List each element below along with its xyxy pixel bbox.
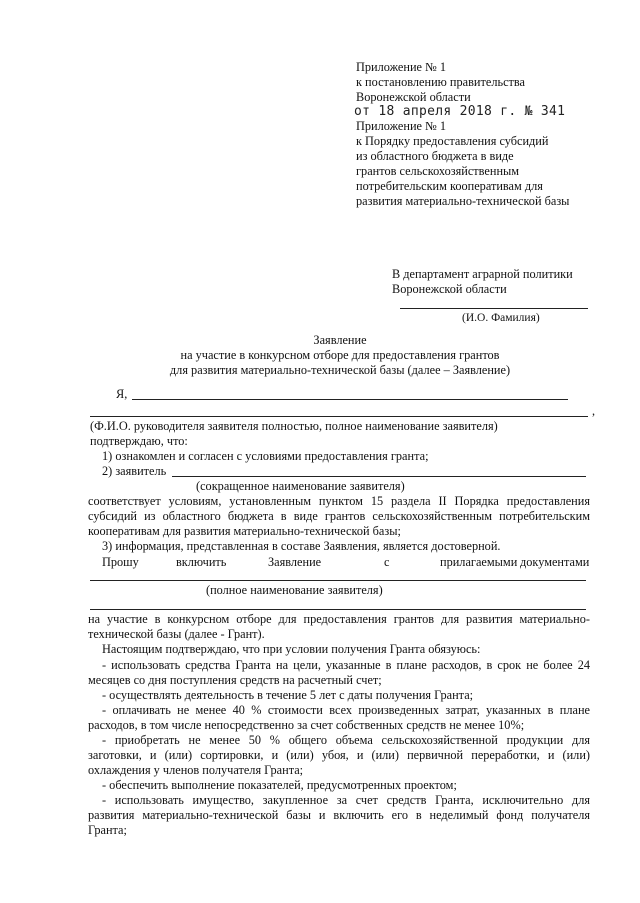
full-name-hint: (полное наименование заявителя) (206, 583, 383, 597)
ask-word-4: с (384, 555, 390, 569)
bullet-6-line-2: развития материально-технической базы и включить его в неделимый фонд получателя (88, 808, 590, 822)
fio-hint: (Ф.И.О. руководителя заявителя полностью, полное наименование заявителя) (90, 419, 498, 433)
fio-line-1 (132, 399, 568, 400)
bullet-2: - осуществлять деятельность в течение 5 лет с даты получения Гранта; (102, 688, 474, 702)
bullet-6-line-1: - использовать имущество, закупленное за счет средств Гранта, исключительно для (102, 793, 590, 807)
short-name-line (172, 476, 586, 477)
corr-line-2: субсидий из областного бюджета в виде грантов сельскохозяйственным потребительским (88, 509, 590, 523)
bullet-4-line-1: - приобретать не менее 50 % общего объема сельскохозяйственной продукции для (102, 733, 590, 747)
corr-line-1: соответствует условиям, установленным пунктом 15 раздела II Порядка предоставления (88, 494, 590, 508)
short-name-hint: (сокращенное наименование заявителя) (196, 479, 405, 493)
order-line-1: к Порядку предоставления субсидий (356, 134, 549, 148)
bullet-4-line-2: заготовки, и (или) сортировки, и (или) убоя, и (или) первичной переработки, и (или) (88, 748, 590, 762)
ya-label: Я, (116, 387, 128, 401)
ask-word-1: Прошу (102, 555, 139, 569)
title-line-3: для развития материально-технической базы (далее – Заявление) (169, 363, 511, 377)
full-name-line-1 (90, 580, 586, 581)
addressee-line-1: В департамент аграрной политики (392, 267, 573, 281)
title-line-2: на участие в конкурсном отборе для предоставления грантов (180, 348, 500, 362)
addressee-name-hint: (И.О. Фамилия) (462, 312, 540, 324)
order-line-2: из областного бюджета в виде (356, 149, 514, 163)
full-name-line-2 (90, 609, 586, 610)
addressee-line-2: Воронежской области (392, 282, 507, 296)
bullet-3-line-1: - оплачивать не менее 40 % стоимости всех произведенных затрат, указанных в плане (102, 703, 590, 717)
participation-line-1: на участие в конкурсном отборе для предоставления грантов для развития материально- (88, 612, 590, 626)
item-2-label: 2) заявитель (102, 464, 167, 478)
appendix-label: Приложение № 1 (356, 60, 447, 74)
title-line-1: Заявление (313, 333, 367, 347)
confirm-text: подтверждаю, что: (90, 434, 188, 448)
bullet-1-line-1: - использовать средства Гранта на цели, указанные в плане расходов, в срок не более 24 (102, 658, 590, 672)
ask-word-6: документами (520, 555, 590, 569)
order-line-5: развития материально-технической базы (356, 194, 570, 208)
comma: , (592, 404, 596, 418)
ask-word-5: прилагаемыми (440, 555, 518, 569)
decree-stamp: от 18 апреля 2018 г. № 341 (354, 104, 566, 119)
corr-line-3: кооперативам для развития материально-технической базы; (88, 524, 401, 538)
order-line-4: потребительским кооперативам для (356, 179, 543, 193)
fio-line-2 (90, 416, 588, 417)
bullet-3-line-2: расходов, в том числе непосредственно за счет собственных средств не менее 10%; (88, 718, 525, 732)
item-3: 3) информация, представленная в составе Заявления, является достоверной. (102, 539, 501, 553)
to-resolution: к постановлению правительства (356, 75, 525, 89)
bullet-5: - обеспечить выполнение показателей, предусмотренных проектом; (102, 778, 457, 792)
bullet-1-line-2: месяцев со дня поступления средств на расчетный счет; (88, 673, 382, 687)
addressee-name-line (400, 308, 588, 309)
bullet-6-line-3: Гранта; (88, 823, 127, 837)
participation-line-2: технической базы (далее - Грант). (88, 627, 265, 641)
order-line-3: грантов сельскохозяйственным (356, 164, 520, 178)
item-1: 1) ознакомлен и согласен с условиями предоставления гранта; (102, 449, 429, 463)
bullet-4-line-3: охлаждения у членов получателя Гранта; (88, 763, 304, 777)
ask-word-3: Заявление (268, 555, 322, 569)
ask-word-2: включить (176, 555, 227, 569)
region-name: Воронежской области (356, 90, 471, 104)
appendix-label-2: Приложение № 1 (356, 119, 447, 133)
obligation-intro: Настоящим подтверждаю, что при условии получения Гранта обязуюсь: (102, 642, 481, 656)
